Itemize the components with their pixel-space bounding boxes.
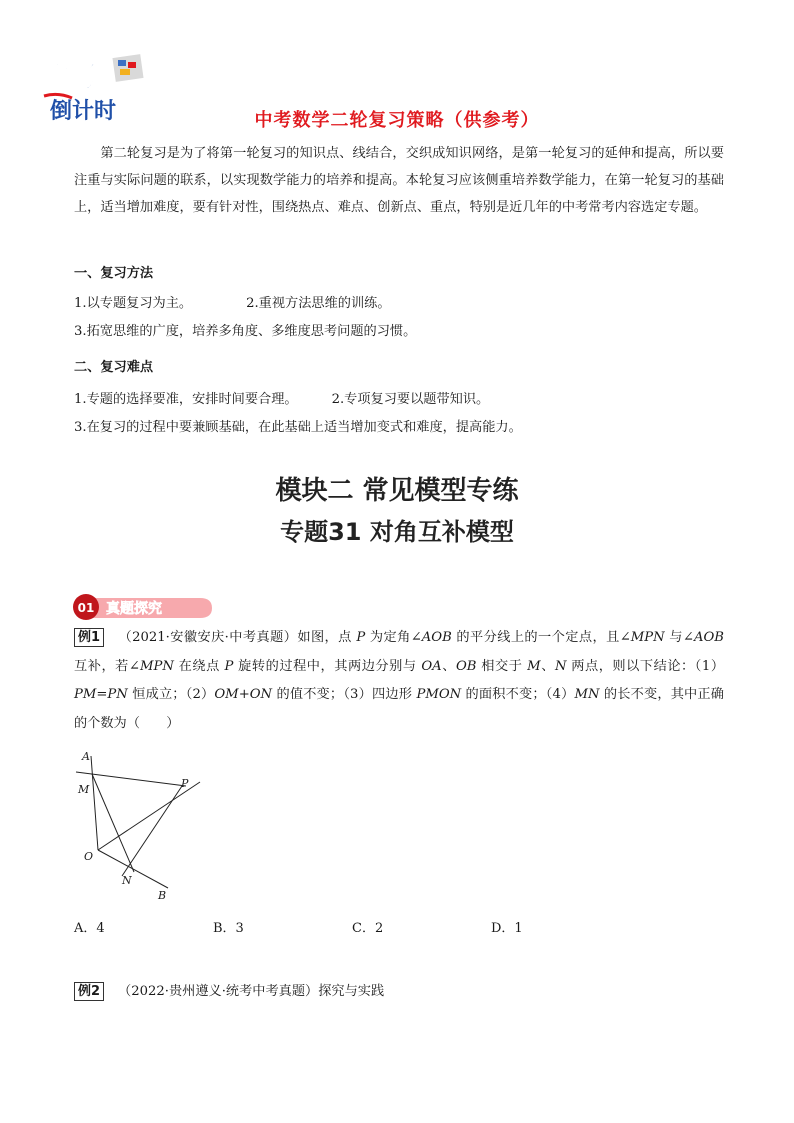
choice-c: C．2 (352, 921, 384, 936)
example-2-source: （2022·贵州遵义·统考中考真题） (118, 984, 319, 999)
intro-text: 第二轮复习是为了将第一轮复习的知识点、线结合，交织成知识网络，是第一轮复习的延伸和提高，所以要注重与实际问题的联系，以实现数学能力的培养和提高。本轮复习应该侧重培养数学能力，在第一轮复习的基础上，适当增加难度，要有针对性，围绕热点、难点、创新点、重点，特别是近几年的中考常考内容选定专题。 (74, 146, 724, 215)
var-m: M (527, 658, 541, 674)
example-1-problem (74, 624, 724, 738)
var-ob: OB (455, 658, 477, 674)
choice-d: D．1 (491, 921, 523, 936)
method-item-2: 2.重视方法思维的训练。 (246, 296, 391, 311)
logo-text-top: 中考 (42, 60, 99, 93)
difficulty-item-3: 3.在复习的过程中要兼顾基础，在此基础上适当增加变式和难度，提高能力。 (74, 420, 522, 435)
text: 的值不变；（3）四边形 (272, 687, 417, 702)
method-item-3: 3.拓宽思维的广度，培养多角度、多维度思考问题的习惯。 (74, 324, 417, 339)
text: 的平分线上的一个定点，且 (451, 630, 620, 645)
angle-aob: ∠AOB (682, 630, 724, 645)
label-n: N (122, 874, 132, 887)
text: 、 (441, 658, 456, 674)
text: 相交于 (476, 658, 528, 674)
text: 与 (664, 630, 683, 645)
difficulty-item-2: 2.专项复习要以题带知识。 (331, 392, 490, 407)
var-p: P (224, 658, 234, 674)
text: 为定角 (365, 630, 411, 645)
text: 旋转的过程中，其两边分别与 (233, 658, 422, 674)
var-mn: MN (574, 687, 600, 702)
difficulty-item-1: 1.专题的选择要准，安排时间要合理。 (74, 392, 298, 407)
var-p: P (356, 630, 366, 645)
choice-a: A．4 (74, 921, 105, 936)
text: 如图，点 (297, 630, 357, 645)
example-1-label: 例1 (74, 628, 104, 647)
method-item-1: 1.以专题复习为主。 (74, 296, 193, 311)
var-oa: OA (421, 658, 442, 674)
example-1-source: （2021·安徽安庆·中考真题） (118, 630, 298, 645)
example-1-figure (74, 748, 208, 908)
var-pmon: PMON (416, 687, 462, 702)
section-heading-difficulties: 二、复习难点 (74, 360, 154, 375)
text: 、 (540, 658, 555, 674)
label-b: B (158, 889, 167, 902)
example-2-text: 探究与实践 (318, 984, 385, 999)
label-a: A (82, 750, 90, 763)
expr-pm-eq-pn: PM=PN (74, 687, 128, 702)
intro-paragraph (74, 140, 724, 221)
text: 的面积不变；（4） (461, 687, 575, 702)
banner-label: 真题探究 (106, 601, 162, 617)
section-banner (72, 592, 214, 622)
text: 互补，若 (74, 658, 129, 674)
label-m: M (78, 783, 90, 796)
banner-number: 01 (77, 601, 95, 615)
label-p: P (181, 777, 189, 790)
page-title: 中考数学二轮复习策略（供参考） (254, 110, 540, 131)
text: 的长不变，其中正确的个数为（ ） (74, 687, 724, 731)
angle-mpn: ∠MPN (128, 658, 174, 674)
topic-title: 专题31 对角互补模型 (280, 518, 514, 546)
module-title: 模块二 常见模型专练 (275, 476, 519, 506)
example-2-problem (74, 980, 384, 1001)
angle-aob: ∠AOB (410, 630, 452, 645)
choice-b: B．3 (213, 921, 244, 936)
difficulty-line-1 (74, 388, 489, 407)
example-2-label: 例2 (74, 982, 104, 1001)
methods-line-1 (74, 292, 391, 311)
expr-om-plus-on: OM+ON (214, 687, 273, 702)
var-n: N (554, 658, 567, 674)
logo-text-bottom: 倒计时 (50, 99, 117, 124)
section-heading-methods: 一、复习方法 (74, 266, 154, 281)
example-1-choices (74, 917, 630, 936)
text: 两点，则以下结论：（1） (566, 658, 725, 674)
text: 恒成立；（2） (127, 687, 215, 702)
angle-mpn: ∠MPN (619, 630, 665, 645)
text: 在绕点 (173, 658, 225, 674)
label-o: O (84, 850, 94, 863)
